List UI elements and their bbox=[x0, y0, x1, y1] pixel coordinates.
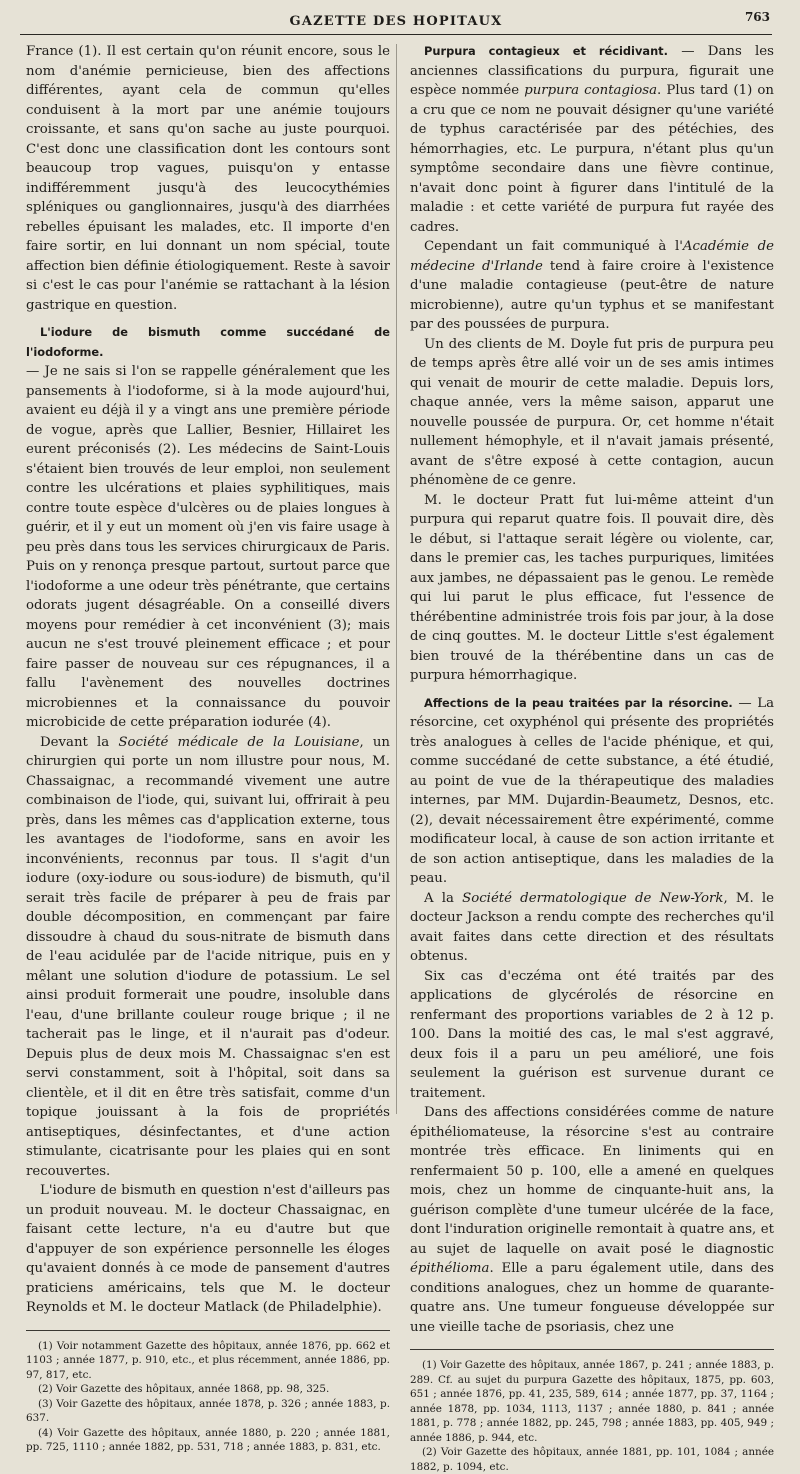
footnotes-left bbox=[26, 1339, 390, 1455]
column-divider bbox=[396, 44, 397, 1114]
paragraph-eczema: Six cas d'eczéma ont été traités par des applications de glycérolés de résorcine en renfermant des proportions variables de 2 à 12 p. 100. Dans la moitié des cas, le mal s'est aggravé, deux fois il a paru un peu amélioré, une fois seulement la guérison est survenue durant ce traitement. bbox=[410, 968, 774, 1101]
footnote: (1) Voir notamment Gazette des hôpitaux, année 1876, pp. 662 et 1103 ; année 1877, p. 910, etc., et plus récemment, année 1886, pp. 97, 817, etc. bbox=[26, 1339, 390, 1381]
paragraph-resorcine-intro: Affections de la peau traitées par la résorcine. — La résorcine, cet oxyphénol qui présente des propriétés très analogues à celles de l'acide phénique, et qui, comme succédané de cette substance, a été étudié, au point de vue de la thérapeutique des maladies internes, par MM. Dujardin-Beaumetz, Desnos, etc. (2), devait nécessairement être expérimenté, comme modificateur local, à cause de son action irritante et de son action antiseptique, dans les maladies de la peau. bbox=[410, 695, 774, 886]
society-name: Société médicale de la Louisiane bbox=[118, 734, 360, 750]
footnote: (3) Voir Gazette des hôpitaux, année 1878, p. 326 ; année 1883, p. 637. bbox=[26, 1397, 390, 1424]
footnote: (2) Voir Gazette des hôpitaux, année 1881, pp. 101, 1084 ; année 1882, p. 1094, etc. bbox=[410, 1446, 774, 1473]
footnotes-right bbox=[410, 1358, 774, 1474]
footnote: (1) Voir Gazette des hôpitaux, année 1867, p. 241 ; année 1883, p. 289. Cf. au sujet du purpura Gazette des hôpitaux, 1875, pp. 603, 651 ; année 1876, pp. 41, 235, 589, 614 ; année 1877, pp. 37, 1164 ; année 1878, pp. 1034, 1113, 1137 ; année 1880, p. 841 ; année 1881, p. 778 ; année 1882, pp. 245, 798 ; année 1883, pp. 405, 949 ; année 1886, p. 944, etc. bbox=[410, 1359, 774, 1444]
footnote: (4) Voir Gazette des hôpitaux, année 1880, p. 220 ; année 1881, pp. 725, 1110 ; année 1882, pp. 531, 718 ; année 1883, p. 831, etc. bbox=[26, 1426, 390, 1453]
section-title-resorcine: Affections de la peau traitées par la résorcine. bbox=[424, 695, 733, 710]
footnote-rule bbox=[26, 1330, 390, 1331]
page-header bbox=[20, 8, 772, 35]
paragraph-iodure-nouveau: L'iodure de bismuth en question n'est d'ailleurs pas un produit nouveau. M. le docteur Chassaignac, en faisant cette lecture, n'a eu d'autre but que d'appuyer de son expérience personnelle les éloges qu'avaient donnés à ce mode de pansement d'autres praticiens américains, tels que M. le docteur Reynolds et M. le docteur Matlack (de Philadelphie). bbox=[26, 1183, 390, 1315]
section-title-purpura: Purpura contagieux et récidivant. bbox=[424, 44, 668, 58]
section-iodure-bismuth bbox=[26, 323, 390, 362]
paragraph-anemie: France (1). Il est certain qu'on réunit encore, sous le nom d'anémie pernicieuse, bien des affections différentes, ayant cela de commun qu'elles conduisent à la mort par une anémie toujours croissante, et sans qu'on sache au juste pourquoi. C'est donc une classification dont les contours sont beaucoup trop vagues, puisqu'on y entasse indifféremment jusqu'à des leucocythémies spléniques ou ganglionnaires, jusqu'à des diarrhées rebelles épuisant les malades, etc. Il importe d'en faire sortir, en lui donnant un nom spécial, toute affection bien définie étiologiquement. Reste à savoir si c'est le cas pour l'anémie se rattachant à la lésion gastrique en question. bbox=[26, 44, 390, 313]
footnote: (2) Voir Gazette des hôpitaux, année 1868, pp. 98, 325. bbox=[38, 1383, 330, 1395]
left-column bbox=[26, 42, 390, 1455]
paragraph-chassaignac: Devant la Société médicale de la Louisiane, un chirurgien qui porte un nom illustre pour nous, M. Chassaignac, a recommandé vivement une autre combinaison de l'iode, qui, suivant lui, offrirait à peu près, dans les mêmes cas d'application externe, tous les avantages de l'iodoforme, sans en avoir les inconvénients, reconnus par tous. Il s'agit d'un iodure (oxy-iodure ou sous-iodure) de bismuth, qu'il serait très facile de préparer à peu de frais par double décomposition, en commençant par faire dissoudre à chaud du sous-nitrate de bismuth dans de l'eau acidulée par de l'acide nitrique, puis en y mêlant une solution d'iodure de potassium. Le sel ainsi produit formerait une poudre, insoluble dans l'eau, d'une brillante couleur rouge brique ; il ne tacherait pas le linge, et il n'aurait pas d'odeur. Depuis plus de deux mois M. Chassaignac s'en est servi constamment, soit à l'hôpital, soit dans sa clientèle, et il dit en être très satisfait, comme d'un topique jouissant à la fois de propriétés antiseptiques, désinfectantes, et d'une action stimulante, cicatrisante pour les plaies qui en sont recouvertes. bbox=[26, 734, 390, 1179]
paragraph-epithelioma: Dans des affections considérées comme de nature épithéliomateuse, la résorcine s'est au contraire montrée très efficace. En liniments qui en renfermaient 50 p. 100, elle a amené en quelques mois, chez un homme de cinquante-huit ans, la guérison complète d'une tumeur ulcérée de la face, dont l'induration originelle remontait à quatre ans, et au sujet de laquelle on avait posé le diagnostic épithélioma. Elle a paru également utile, dans des conditions analogues, chez un homme de quarante-quatre ans. Une tumeur fongueuse développée sur une vieille tache de psoriasis, chez une bbox=[410, 1105, 774, 1335]
paragraph-purpura-intro: Purpura contagieux et récidivant. — Dans les anciennes classifications du purpura, figurait une espèce nommée purpura contagiosa. Plus tard (1) on a cru que ce nom ne pouvait désigner qu'une variété de typhus caractérisée par des pétéchies, des hémorrhagies, etc. Le purpura, n'étant plus qu'un symptôme secondaire dans une fièvre continue, n'avait donc point à figurer dans l'intitulé de la maladie : et cette variété de purpura fut rayée des cadres. bbox=[410, 44, 774, 235]
paragraph-academie: Cependant un fait communiqué à l'Académie de médecine d'Irlande tend à faire croire à l'existence d'une maladie contagieuse (peut-être de nature microbienne), autre qu'un typhus et se manifestant par des poussées de purpura. bbox=[410, 239, 775, 332]
paragraph-jackson: A la Société dermatologique de New-York, M. le docteur Jackson a rendu compte des recherches qu'il avait faites dans cette direction et des résultats obtenus. bbox=[410, 890, 774, 964]
page-number: 763 bbox=[744, 10, 770, 24]
paragraph-iodoforme-history: — Je ne sais si l'on se rappelle généralement que les pansements à l'iodoforme, si à la mode aujourd'hui, avaient eu déjà il y a vingt ans une première période de vogue, après que Lallier, Besnier, Hillairet les eurent préconisés (2). Les médecins de Saint-Louis s'étaient bien trouvés de leur emploi, non seulement contre les ulcérations et plaies syphilitiques, mais contre toute espèce d'ulcères ou de plaies longues à guérir, et il y eut un moment où j'en vis faire usage à peu près dans tous les services chirurgicaux de Paris. Puis on y renonça presque partout, surtout parce que l'iodoforme a une odeur très pénétrante, que certains odorats jugent désagréable. On a conseillé divers moyens pour remédier à cet inconvénient (3); mais aucun ne s'est trouvé pleinement efficace ; et pour faire passer de nouveau sur ces répugnances, il a fallu l'avènement des nouvelles doctrines microbiennes et la connaissance du pouvoir microbicide de cette préparation iodurée (4). bbox=[26, 364, 390, 730]
section-title-iodure: L'iodure de bismuth comme succédané de l'iodoforme. bbox=[26, 325, 390, 359]
journal-title: GAZETTE DES HOPITAUX bbox=[289, 14, 503, 29]
right-column bbox=[410, 42, 774, 1474]
paragraph-doyle: Un des clients de M. Doyle fut pris de purpura peu de temps après être allé voir un de ses amis intimes qui venait de mourir de cette maladie. Depuis lors, chaque année, vers la même saison, apparut une nouvelle poussée de purpura. Or, cet homme n'était nullement hémophyle, et il n'avait jamais présenté, avant de s'être exposé à cette contagion, aucun phénomène de ce genre. bbox=[410, 336, 774, 488]
paragraph-pratt: M. le docteur Pratt fut lui-même atteint d'un purpura qui reparut quatre fois. Il pouvait dire, dès le début, si l'attaque serait légère ou violente, car, dans le premier cas, les taches purpuriques, limitées aux jambes, ne dépassaient pas le genou. Le remède qui lui parut le plus efficace, fut l'essence de thérébentine administrée trois fois par jour, à la dose de cinq gouttes. M. le docteur Little s'est également bien trouvé de la thérébentine dans un cas de purpura hémorrhagique. bbox=[410, 492, 774, 683]
footnote-rule bbox=[410, 1349, 774, 1350]
